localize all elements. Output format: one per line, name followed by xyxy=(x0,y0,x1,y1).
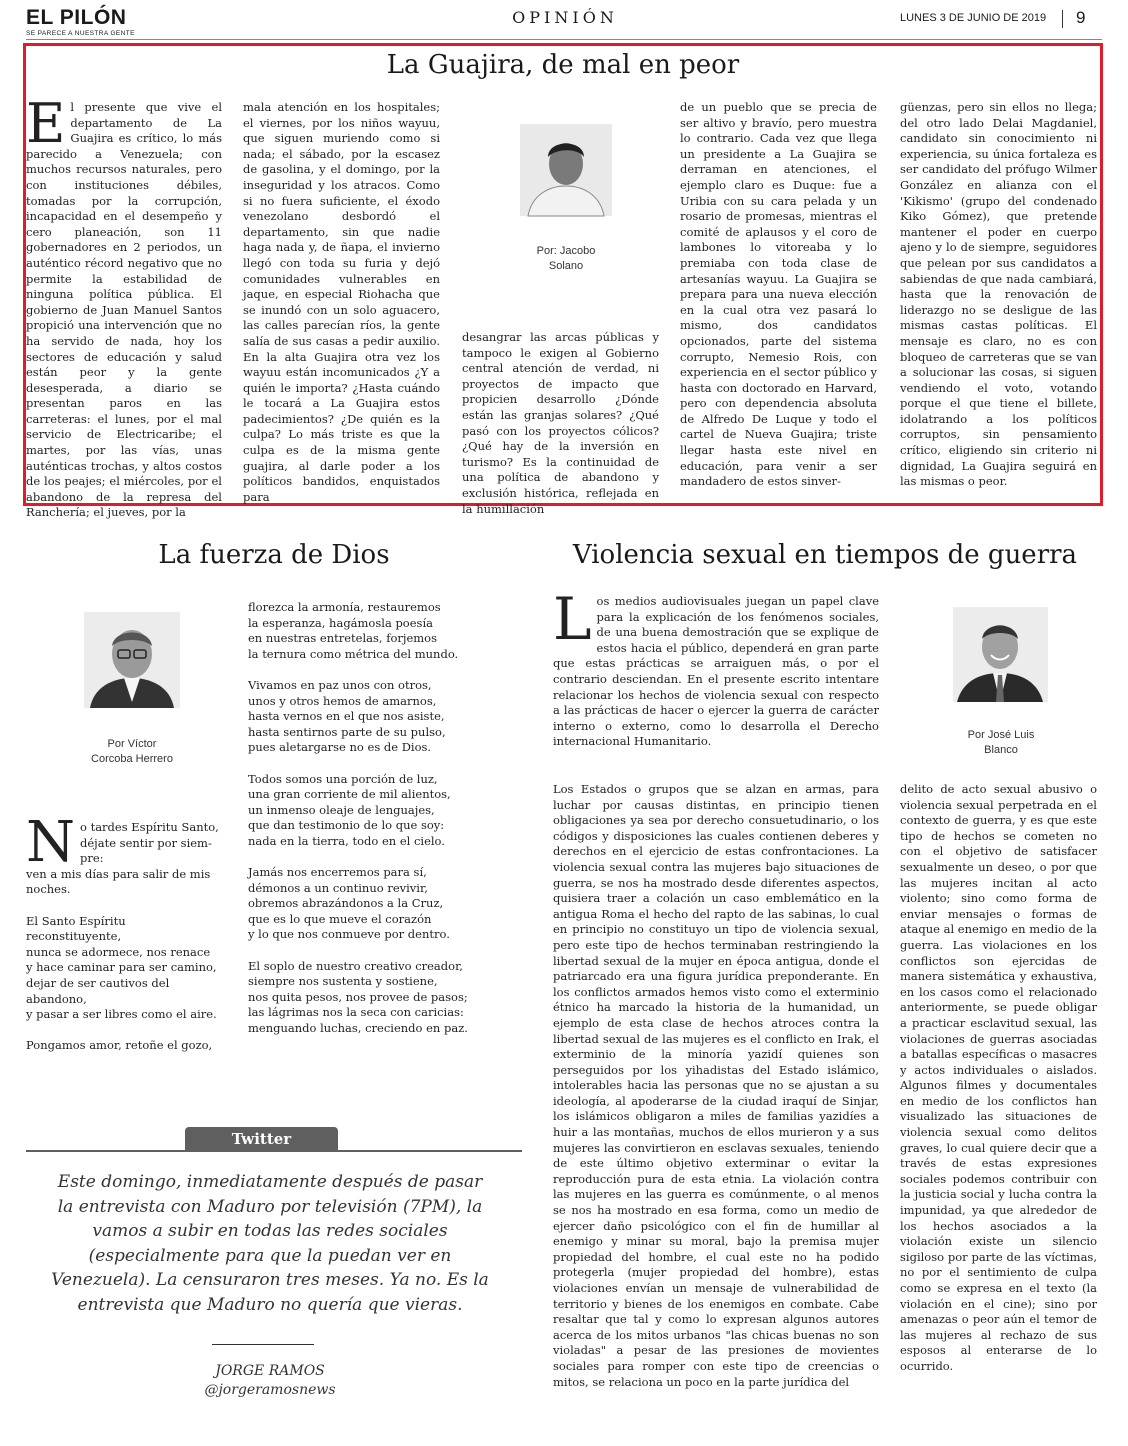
article-guajira-column-1 xyxy=(26,92,222,520)
poem-line: nunca se adormece, nos renace xyxy=(26,944,211,959)
poem-line xyxy=(26,1023,222,1039)
poem-line: déjate sentir por siem- xyxy=(80,835,212,850)
tweet-text: Este domingo, inmediatamente después de pasar la entrevista con Maduro por televisión (7PM), la vamos a subir en todas las redes sociales (especialmente para que la puedan ver en Venezuela). La censuraron tres meses. Ya no. Es la entrevista que Maduro no quería que vieras. xyxy=(51,1172,489,1315)
poem-line: la ternura como métrica del mundo. xyxy=(248,646,459,661)
poem-line xyxy=(248,756,498,772)
poem-line xyxy=(248,943,498,959)
article-guajira-column-2: mala atención en los hospitales; el viernes, por los niños wayuu, que siguen muriendo como si nada; el sábado, por la escasez de gasolina, y el domingo, por la inseguridad y los atracos. Como si no fuera suficiente, el éxodo venezolano desbordó el departamento, sin que nadie haga nada y, de ñapa, el invierno llegó con toda su furia y dejó comunidades vulnerables en jaque, en especial Riohacha que se inundó con un solo aguacero, las calles parecían ríos, la gente salía de sus casas a pedir auxilio. En la alta Guajira otra vez los wayuu están incomunicados ¿Y a quién le importa? ¿Hasta cuándo le tocará a La Guajira estos padecimientos? ¿De quién es la culpa? Lo más triste es que la culpa es de la misma gente guajira, al darle poder a los políticos bandidos, enquistados para xyxy=(243,100,440,504)
article-violencia-column-1: Los Estados o grupos que se alzan en armas, para luchar por causas distintas, en principio tienen obligaciones ya sea por derecho consuetudinario, o los códigos y disposiciones las cuales contienen deberes y derechos en el ejercicio de estas confrontaciones. La violencia sexual contra las mujeres bajo situaciones de guerra, se nos ha mostrado desde diferentes aspectos, quisiera traer a colación un caso emblemático en la antigua Roma el hecho del rapto de las sabinas, lo cual en principio no constituyo un tipo de violencia sexual, pero este tipo de hechos terminaban restringiendo la libertad sexual de la mujer en época antigua, donde el patriarcado era una figura jurídica preponderante. En los conflictos armados hemos visto como el exterminio étnico ha marcado la historia de la humanidad, un ejemplo de esta clase de hechos atroces contra la libertad sexual de las mujeres es el conflicto en Irak, el exterminio de la minoría yazidí quienes son perseguidos por los yihadistas del Estado islámico, intolerables hacia las personas que no se ajustan a su ideología, al apoderarse de la ciudad iraquí de Sinjar, los islámicos obligaron a miles de familias yazidíes a huir a las montañas, muchos de ellos murieron y a sus mujeres las convirtieron en esclavas sexuales, teniendo de este último objetivo exterminar o evitar la reproducción pura de esta etnia. La violación contra las mujeres en las guerra es comúnmente, o al menos se nos ha mostrado en esa forma, como un medio de ejercer daño psicológico con el fin de humillar al enemigo y minar su moral, bajo la premisa mujer propiedad del hombre, el cual este no ha podido protegerla (mujer propiedad del hombre), estas violaciones envían un mensaje de vulnerabilidad de territorio y bienes de los enemigos en combate. Cabe resaltar que tal y como lo expresan algunos autores acerca de los mitos urbanos "las chicas buenas no son violadas" a pesar de las presiones de movientes sociales para romper con este tipo de creencias o mitos, se relaciona un poco en la parte jurídica del xyxy=(553,782,879,1389)
author-photo-jacobo-solano xyxy=(520,124,612,216)
author-byline-victor xyxy=(62,737,202,767)
article-title-violencia-sexual: Violencia sexual en tiempos de guerra xyxy=(572,540,1078,570)
tweet-author xyxy=(50,1362,490,1400)
poem-line: siempre nos sustenta y sostiene, xyxy=(248,974,438,989)
poem-column-2 xyxy=(248,600,498,1060)
poem-line: y pasar a ser libres como el aire. xyxy=(26,1007,217,1022)
poem-line: una gran corriente de mil alientos, xyxy=(248,787,451,802)
newspaper-tagline: SE PARECE A NUESTRA GENTE xyxy=(26,30,135,37)
section-name: OPINIÓN xyxy=(512,8,618,27)
poem-line: hasta vernos en el que nos asiste, xyxy=(248,709,445,724)
poem-line: nada en la tierra, todo en el cielo. xyxy=(248,833,445,848)
article-guajira-column-4: de un pueblo que se precia de ser altivo y bravío, pero muestra lo contrario. Cada vez que llega un presidente a La Guajira se derraman en atenciones, el ejemplo claro es Duque: fue a Uribia con su cara pelada y un rosario de promesas, mientras el comité de aplausos y el coro de lambones lo vitoreaba y lo premiaba con toda clase de artesanías wayuu. La Guajira se prepara para una nueva elección en la cual otra vez pasará lo mismo, dos candidatos opcionados, parte del sistema corrupto, Nemesio Rois, con experiencia en el sector público y hasta con doctorado en Harvard, pero con dependencia absoluta de Alfredo De Luque y todo el cartel de Nueva Guajira; triste llegar hasta este nivel en educación, para venir a ser mandadero de estos sinver- xyxy=(680,100,877,489)
poem-line: démonos a un continuo revivir, xyxy=(248,880,428,895)
poem-line xyxy=(248,662,498,678)
author-byline-jacobo xyxy=(496,244,636,274)
author-photo-victor-corcoba xyxy=(84,612,180,708)
article-guajira-column-5: güenzas, pero sin ellos no llega; del otro lado Delai Magdaniel, candidato sin conocimiento ni experiencia, su única fortaleza es ser candidato del prófugo Wilmer González en alianza con el 'Kikismo' (grupo del condenado Kiko Gómez), que pretende mantener el poder en cuerpo ajeno y lo de siempre, seguidores que pelean por sus candidatos a sabiendas de que nada cambiará, hasta que la renovación de liderazgo no se desligue de las mismas castas políticas. El mensaje es claro, no es con bloqueo de carreteras que se van a solucionar las cosas, si siguen vendiendo el voto, votando porque el que tiene el billete, idolatrando a los políticos corruptos, sin pensamiento crítico, eligiendo sin criterio ni dignidad, La Guajira seguirá en las mismas o peor. xyxy=(900,100,1097,489)
drop-cap: N xyxy=(26,810,75,875)
author-name-line-2: Blanco xyxy=(984,744,1018,756)
article-violencia-intro-text: os medios audiovisuales juegan un papel clave para la explicación de los fenómenos sociales, de una buena demostración que se explique de estos hacia el público, dependerá en gran parte que estas prácticas se arraiguen más, o por el contrario desciendan. En el presente escrito intentare relacionar los hechos de violencia sexual con respecto a las prácticas de hacer o ejercer la guerra de carácter interno o externo, como lo desarrolla el Derecho internacional Humanitario. xyxy=(553,594,879,749)
twitter-label: Twitter xyxy=(185,1127,338,1151)
article-guajira-column-3: desangrar las arcas públicas y tampoco le exigen al Gobierno central atención de verdad, ni proyectos de impacto que propicien desarrollo ¿Dónde están las granjas solares? ¿Qué pasó con los proyectos cólicos? ¿Qué hay de la inversión en turismo? Es la continuidad de una política de abandono y exclusión histórica, reflejada en la humillación xyxy=(462,330,659,516)
poem-line: dejar de ser cautivos del abandono, xyxy=(26,975,170,1006)
poem-line xyxy=(26,898,222,914)
article-violencia-column-2: delito de acto sexual abusivo o violencia sexual perpetrada en el contexto de guerra, y es que este tipo de hechos se cometen no con el objetivo de satisfacer sexualmente un deseo, o por que las mujeres incitan al acto violento; sino como forma de enviar mensajes o formas de ataque al enemigo en medio de la guerra. Las violaciones en los conflictos son ejercidas de manera sistemática y exhaustiva, en los casos como el relacionado anteriormente, se puede obligar a practicar esclavitud sexual, las violaciones de guerras asociadas a batallas específicas o masacres y actos individuales o aislados. Algunos filmes y documentales en medio de los conflictos han visualizado las situaciones de violencia sexual como delitos graves, lo cual quiere decir que a través de estas expresiones sociales podemos contribuir con la justicia social y lucha contra la impunidad, ya que alrededor de los hechos asociados a la violación existe un silencio sigiloso por parte de las víctimas, no por el sentimiento de culpa como se expresa en el texto (la violación en el cine); sino por amenazas o peor aún el temor de las mujeres al rechazo de sus esposos al enterarse de lo ocurrido. xyxy=(900,782,1097,1373)
tweet-author-name: JORGE RAMOS xyxy=(215,1363,325,1379)
poem-line: que es lo que mueve el corazón xyxy=(248,911,432,926)
author-name-line-1: Por: Jacobo xyxy=(536,245,596,257)
author-name-line-1: Por Víctor xyxy=(107,738,157,750)
poem-line: hasta sentirnos parte de su pulso, xyxy=(248,724,446,739)
poem-line: nos quita pesos, nos provee de pasos; xyxy=(248,989,468,1004)
poem-line: y hace caminar para ser camino, xyxy=(26,960,217,975)
author-name-line-2: Solano xyxy=(548,260,584,272)
author-name-line-2: Corcoba Herrero xyxy=(91,753,173,765)
poem-line: las lágrimas nos la seca con caricias: xyxy=(248,1005,464,1020)
poem-line: ven a mis días para salir de mis noches. xyxy=(26,866,211,897)
poem-line: Vivamos en paz unos con otros, xyxy=(248,677,432,692)
poem-line xyxy=(248,850,498,866)
tweet-author-handle: @jorgeramosnews xyxy=(204,1382,336,1398)
header-rule xyxy=(26,39,1102,40)
page-number: 9 xyxy=(1076,8,1086,27)
article-title-guajira: La Guajira, de mal en peor xyxy=(386,50,740,80)
poem-line: y lo que nos conmueve por dentro. xyxy=(248,927,450,942)
poem-line: la esperanza, hagámosla poesía xyxy=(248,615,433,630)
author-name-line-1: Por José Luis xyxy=(967,729,1035,741)
article-title-fuerza-de-dios: La fuerza de Dios xyxy=(158,540,390,570)
poem-column-1 xyxy=(26,810,222,1095)
article-guajira-text-1: l presente que vive el departamento de La Guajira es crítico, lo más parecido a Venezuela; con muchos recursos naturales, pero con instituciones débiles, tomadas por la corrupción, incapacidad en el desempeño y cero planeación, son 11 gobernadores en 2 periodos, un auténtico récord negativo que no permite la estabilidad de ninguna política pública. El gobierno de Juan Manuel Santos propició una intervención que no ha servido de nada, hoy los sectores de educación y salud están peor y la gente desesperada, a diario se presentan paros en las carreteras: el lunes, por el mal servicio de Electricaribe; el martes, por las vías, unas auténticas trochas, y altos costos de los peajes; el miércoles, por el abandono de la represa del Ranchería; el jueves, por la xyxy=(26,100,222,520)
article-violencia-intro xyxy=(553,585,879,770)
poem-line: pues aletargarse no es de Dios. xyxy=(248,740,432,755)
poem-line: un inmenso oleaje de lenguajes, xyxy=(248,802,435,817)
poem-line: Todos somos una porción de luz, xyxy=(248,771,438,786)
issue-date: LUNES 3 DE JUNIO DE 2019 xyxy=(900,12,1047,24)
author-byline-jose-luis xyxy=(930,728,1072,758)
poem-line: obremos abrazándonos a la Cruz, xyxy=(248,896,444,911)
tweet-divider xyxy=(212,1344,314,1345)
poem-line: Jamás nos encerremos para sí, xyxy=(248,865,427,880)
poem-line: El Santo Espíritu reconstituyente, xyxy=(26,913,126,944)
drop-cap: E xyxy=(26,92,66,155)
poem-line: o tardes Espíritu Santo, xyxy=(80,820,219,834)
page-number-divider xyxy=(1062,10,1063,28)
poem-line: menguando luchas, creciendo en paz. xyxy=(248,1021,468,1036)
poem-line: florezca la armonía, restauremos xyxy=(248,600,441,614)
poem-line: unos y otros hemos de amarnos, xyxy=(248,693,437,708)
poem-line: que dan testimonio de lo que soy: xyxy=(248,818,445,833)
twitter-rule xyxy=(26,1150,522,1152)
poem-line: El soplo de nuestro creativo creador, xyxy=(248,958,463,973)
newspaper-logo: EL PILÓN xyxy=(26,6,127,29)
drop-cap: L xyxy=(553,585,592,653)
poem-line: Pongamos amor, retoñe el gozo, xyxy=(26,1038,213,1053)
poem-line: pre: xyxy=(80,851,104,866)
author-photo-jose-luis-blanco xyxy=(953,607,1048,702)
poem-line: en nuestras entretelas, forjemos xyxy=(248,631,438,646)
